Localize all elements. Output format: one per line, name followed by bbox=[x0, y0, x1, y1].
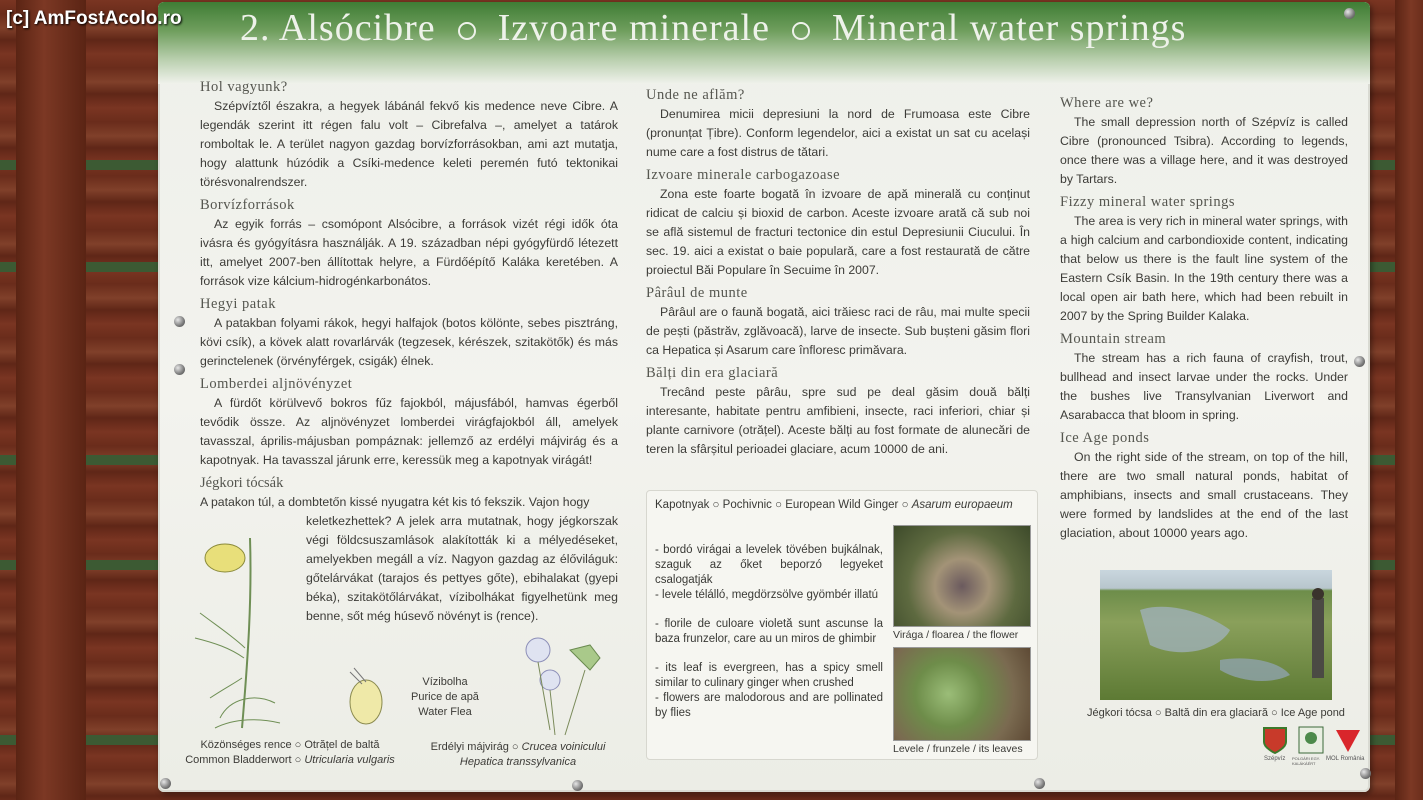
heading: Ice Age ponds bbox=[1060, 430, 1150, 446]
list-item: - levele télálló, megdörzsölve gyömbér illatú bbox=[655, 589, 879, 601]
caption-latin: Hepatica transsylvanica bbox=[459, 756, 577, 768]
caption-latin: Crucea voinicului bbox=[521, 741, 606, 753]
pond-photo bbox=[1100, 570, 1332, 700]
english-column bbox=[1060, 94, 1348, 547]
logo-label: POLGÁRI EGY. KALÁKÁÉRT bbox=[1292, 756, 1320, 766]
list-item: - florile de culoare violetă sunt ascunse la baza frunzelor, care au un miros de ghimbir bbox=[655, 618, 883, 645]
caption-line: Purice de apă bbox=[411, 691, 479, 703]
paragraph: A patakon túl, a dombtetőn kissé nyugatra két kis tó fekszik. Vajon hogy bbox=[200, 495, 590, 509]
list-item: - its leaf is evergreen, has a spicy smell similar to culinary ginger when crushed bbox=[655, 662, 883, 689]
logo-label: Szépvíz bbox=[1264, 756, 1286, 762]
wood-post bbox=[16, 0, 86, 800]
water-flea-caption bbox=[408, 675, 482, 720]
paragraph: A fürdőt körülvevő bokros fűz fajokból, májusfából, hamvas égerből tevődik össze. Az aljnövényzet lomberdei virágfajokból áll, amelyek tavasszal, április-májusban pompáznak: jellemző az erdélyi májvirág és a kapotnyak. Ha tavasszal járunk erre, keressük meg a kapotnyak virágát! bbox=[200, 396, 618, 467]
heading: Hegyi patak bbox=[200, 296, 276, 312]
paragraph: Pârâul are o faună bogată, aici trăiesc raci de râu, mai multe specii de pești (păstrăv, zglăvoacă), larve de insecte. Sub bușteni găsim flori ca Hepatica și Asarum care înfloresc primăvara. bbox=[646, 305, 1030, 357]
watermark: [c] AmFostAcolo.ro bbox=[6, 8, 182, 29]
hungarian-column bbox=[200, 78, 618, 474]
screw-icon bbox=[1344, 8, 1355, 19]
heading: Fizzy mineral water springs bbox=[1060, 194, 1235, 210]
bladderwort-caption bbox=[174, 738, 406, 768]
caption-line bbox=[420, 740, 616, 755]
paragraph: A patakban folyami rákok, hegyi halfajok (botos kölönte, sebes pisztráng, kövi csík), a kövek alatt rovarlárvák (tegzesek, kérészek, szitakötők) és más gerinctelenek (örvényférgek, csigák) élnek. bbox=[200, 316, 618, 368]
wild-ginger-box bbox=[646, 490, 1038, 760]
circle-separator-icon bbox=[458, 22, 476, 40]
caption-line bbox=[174, 753, 406, 768]
heading: Where are we? bbox=[1060, 95, 1154, 111]
paragraph: The area is very rich in mineral water springs, with a high calcium and carbondioxide content, indicating that below us there is the fault line system of the Eastern Csík Basin. In the 19th century there was a local open air bath here, which had been rebuilt in 2007 by the Spring Builder Kalaka. bbox=[1060, 214, 1348, 323]
caption-line bbox=[420, 755, 616, 770]
list-item: - flowers are malodorous and are pollinated by flies bbox=[655, 692, 883, 719]
heading: Jégkori tócsák bbox=[200, 475, 284, 491]
hepatica-illustration bbox=[510, 630, 610, 740]
caption-line: Vízibolha bbox=[422, 676, 468, 688]
circle-separator-icon bbox=[792, 22, 810, 40]
leaves-photo-caption: Levele / frunzele / its leaves bbox=[893, 743, 1023, 755]
title-part-ro: Izvoare minerale bbox=[497, 7, 770, 49]
screw-icon bbox=[174, 364, 185, 375]
flower-photo bbox=[893, 525, 1031, 627]
pond-water-shapes bbox=[1100, 570, 1332, 700]
screw-icon bbox=[160, 778, 171, 789]
mol-logo-icon bbox=[1335, 726, 1361, 754]
paragraph: The stream has a rich fauna of crayfish, trout, bullhead and insect larvae under the rocks. Under the bushes live Transylvanian Liverwort and Asarabacca that bloom in spring. bbox=[1060, 351, 1348, 422]
sponsor-logos bbox=[1262, 726, 1367, 766]
box-heading-latin: Asarum europaeum bbox=[911, 499, 1013, 511]
logo-label: MOL România bbox=[1326, 756, 1365, 762]
paragraph: The small depression north of Szépvíz is called Cibre (pronounced Tsibra). According to legends, once there was a village here, and it was destroyed by Tartars. bbox=[1060, 115, 1348, 186]
box-heading bbox=[655, 499, 1013, 511]
kalaka-logo-icon bbox=[1298, 726, 1324, 754]
board-title bbox=[240, 6, 1186, 50]
heading: Mountain stream bbox=[1060, 331, 1167, 347]
paragraph: Zona este foarte bogată în izvoare de apă minerală cu conținut ridicat de calciu și bioxid de carbon. Aceste izvoare arată că sub noi se află sistemul de fracturi tectonice din estul Depresiunii Ciucului. În sec. 19. aici a existat o baie populară, care a fost restaurată de către proiectul Băi Populare în Secuime în 2007. bbox=[646, 187, 1030, 277]
title-part-hu: 2. Alsócibre bbox=[240, 7, 436, 49]
romanian-column bbox=[646, 86, 1030, 463]
heading: Lomberdei aljnövényzet bbox=[200, 376, 353, 392]
heading: Unde ne aflăm? bbox=[646, 87, 745, 103]
pond-caption: Jégkori tócsa ○ Baltă din era glaciară ○ Ice Age pond bbox=[1087, 707, 1345, 719]
caption-latin: Utricularia vulgaris bbox=[304, 754, 395, 766]
caption-text: Common Bladderwort ○ bbox=[185, 754, 305, 766]
box-list bbox=[655, 543, 883, 735]
heading: Bălți din era glaciară bbox=[646, 365, 779, 381]
screw-icon bbox=[572, 780, 583, 791]
caption-line: Közönséges rence ○ Otrățel de baltă bbox=[200, 739, 380, 751]
screw-icon bbox=[1360, 768, 1371, 779]
caption-line: Water Flea bbox=[418, 706, 472, 718]
paragraph: Az egyik forrás – csomópont Alsócibre, a források vizét régi idők óta ivásra és gyógyításra használják. A 19. században népi gyógyfürdő létezett itt, amelyet 2007-ben állítottak helyre, a Fürdőépítő Kaláka keretében. A források vize kálcium-hidrogénkarbonátos. bbox=[200, 217, 618, 288]
flower-photo-caption: Virága / floarea / the flower bbox=[893, 629, 1019, 641]
szepviz-crest-icon bbox=[1262, 726, 1288, 754]
title-part-en: Mineral water springs bbox=[831, 7, 1187, 49]
paragraph: Trecând peste pârâu, spre sud pe deal găsim două bălți interesante, habitate pentru amfibieni, insecte, raci inferiori, chiar și plante carnivore (otrățel). Aceste bălți au fost formate de alunecări de teren la sfârșitul perioadei glaciare, acum 10000 de ani. bbox=[646, 385, 1030, 456]
water-flea-illustration bbox=[340, 662, 390, 732]
heading: Izvoare minerale carbogazoase bbox=[646, 167, 841, 183]
paragraph: Denumirea micii depresiuni la nord de Frumoasa este Cibre (pronunțat Țibre). Conform legendelor, aici a existat un sat cu același nume care a fost distrus de tătari. bbox=[646, 107, 1030, 159]
heading: Hol vagyunk? bbox=[200, 79, 288, 95]
box-heading-text: Kapotnyak ○ Pochivnic ○ European Wild Ginger ○ bbox=[655, 499, 912, 511]
list-item: - bordó virágai a levelek tövében bujkálnak, szaguk az őket beporzó legyeket csalogatják bbox=[655, 544, 883, 586]
screw-icon bbox=[174, 316, 185, 327]
paragraph: keletkezhettek? A jelek arra mutatnak, hogy jégkorszak végi földcsuszamlások alakították ki a mélyedéseket, amelyekben megáll a víz. Nagyon gazdag az élőviláguk: gőtelárvákat (tarajos és pettyes gőte), ebihalakat (gyepi béka), szitakötőlárvákat, vízibolhákat figyelhetünk meg benne, sőt még húsevő növényt is (rence). bbox=[306, 514, 618, 623]
leaves-photo bbox=[893, 647, 1031, 741]
wood-post bbox=[1395, 0, 1423, 800]
paragraph: On the right side of the stream, on top of the hill, there are two small natural ponds, habitat of amphibians, insects and small crustaceans. They were formed by landslides at the end of the last glaciation, about 10000 years ago. bbox=[1060, 450, 1348, 540]
heading: Borvízforrások bbox=[200, 197, 295, 213]
hepatica-caption bbox=[420, 740, 616, 770]
heading: Pârâul de munte bbox=[646, 285, 748, 301]
screw-icon bbox=[1034, 778, 1045, 789]
paragraph: Szépvíztől északra, a hegyek lábánál fekvő kis medence neve Cibre. A legendák szerint itt régen falu volt – Cibrefalva –, amelyet a tatárok romboltak le. A terület nagyon gazdag borvízforrásokban, ami azt mutatja, hogy alattunk húzódik a Csíki-medence keleti peremén futó tektonikai törésvonalrendszer. bbox=[200, 99, 618, 189]
bladderwort-illustration bbox=[180, 518, 300, 738]
screw-icon bbox=[1354, 356, 1365, 367]
title-banner bbox=[158, 2, 1370, 84]
caption-text: Erdélyi májvirág ○ bbox=[430, 741, 522, 753]
